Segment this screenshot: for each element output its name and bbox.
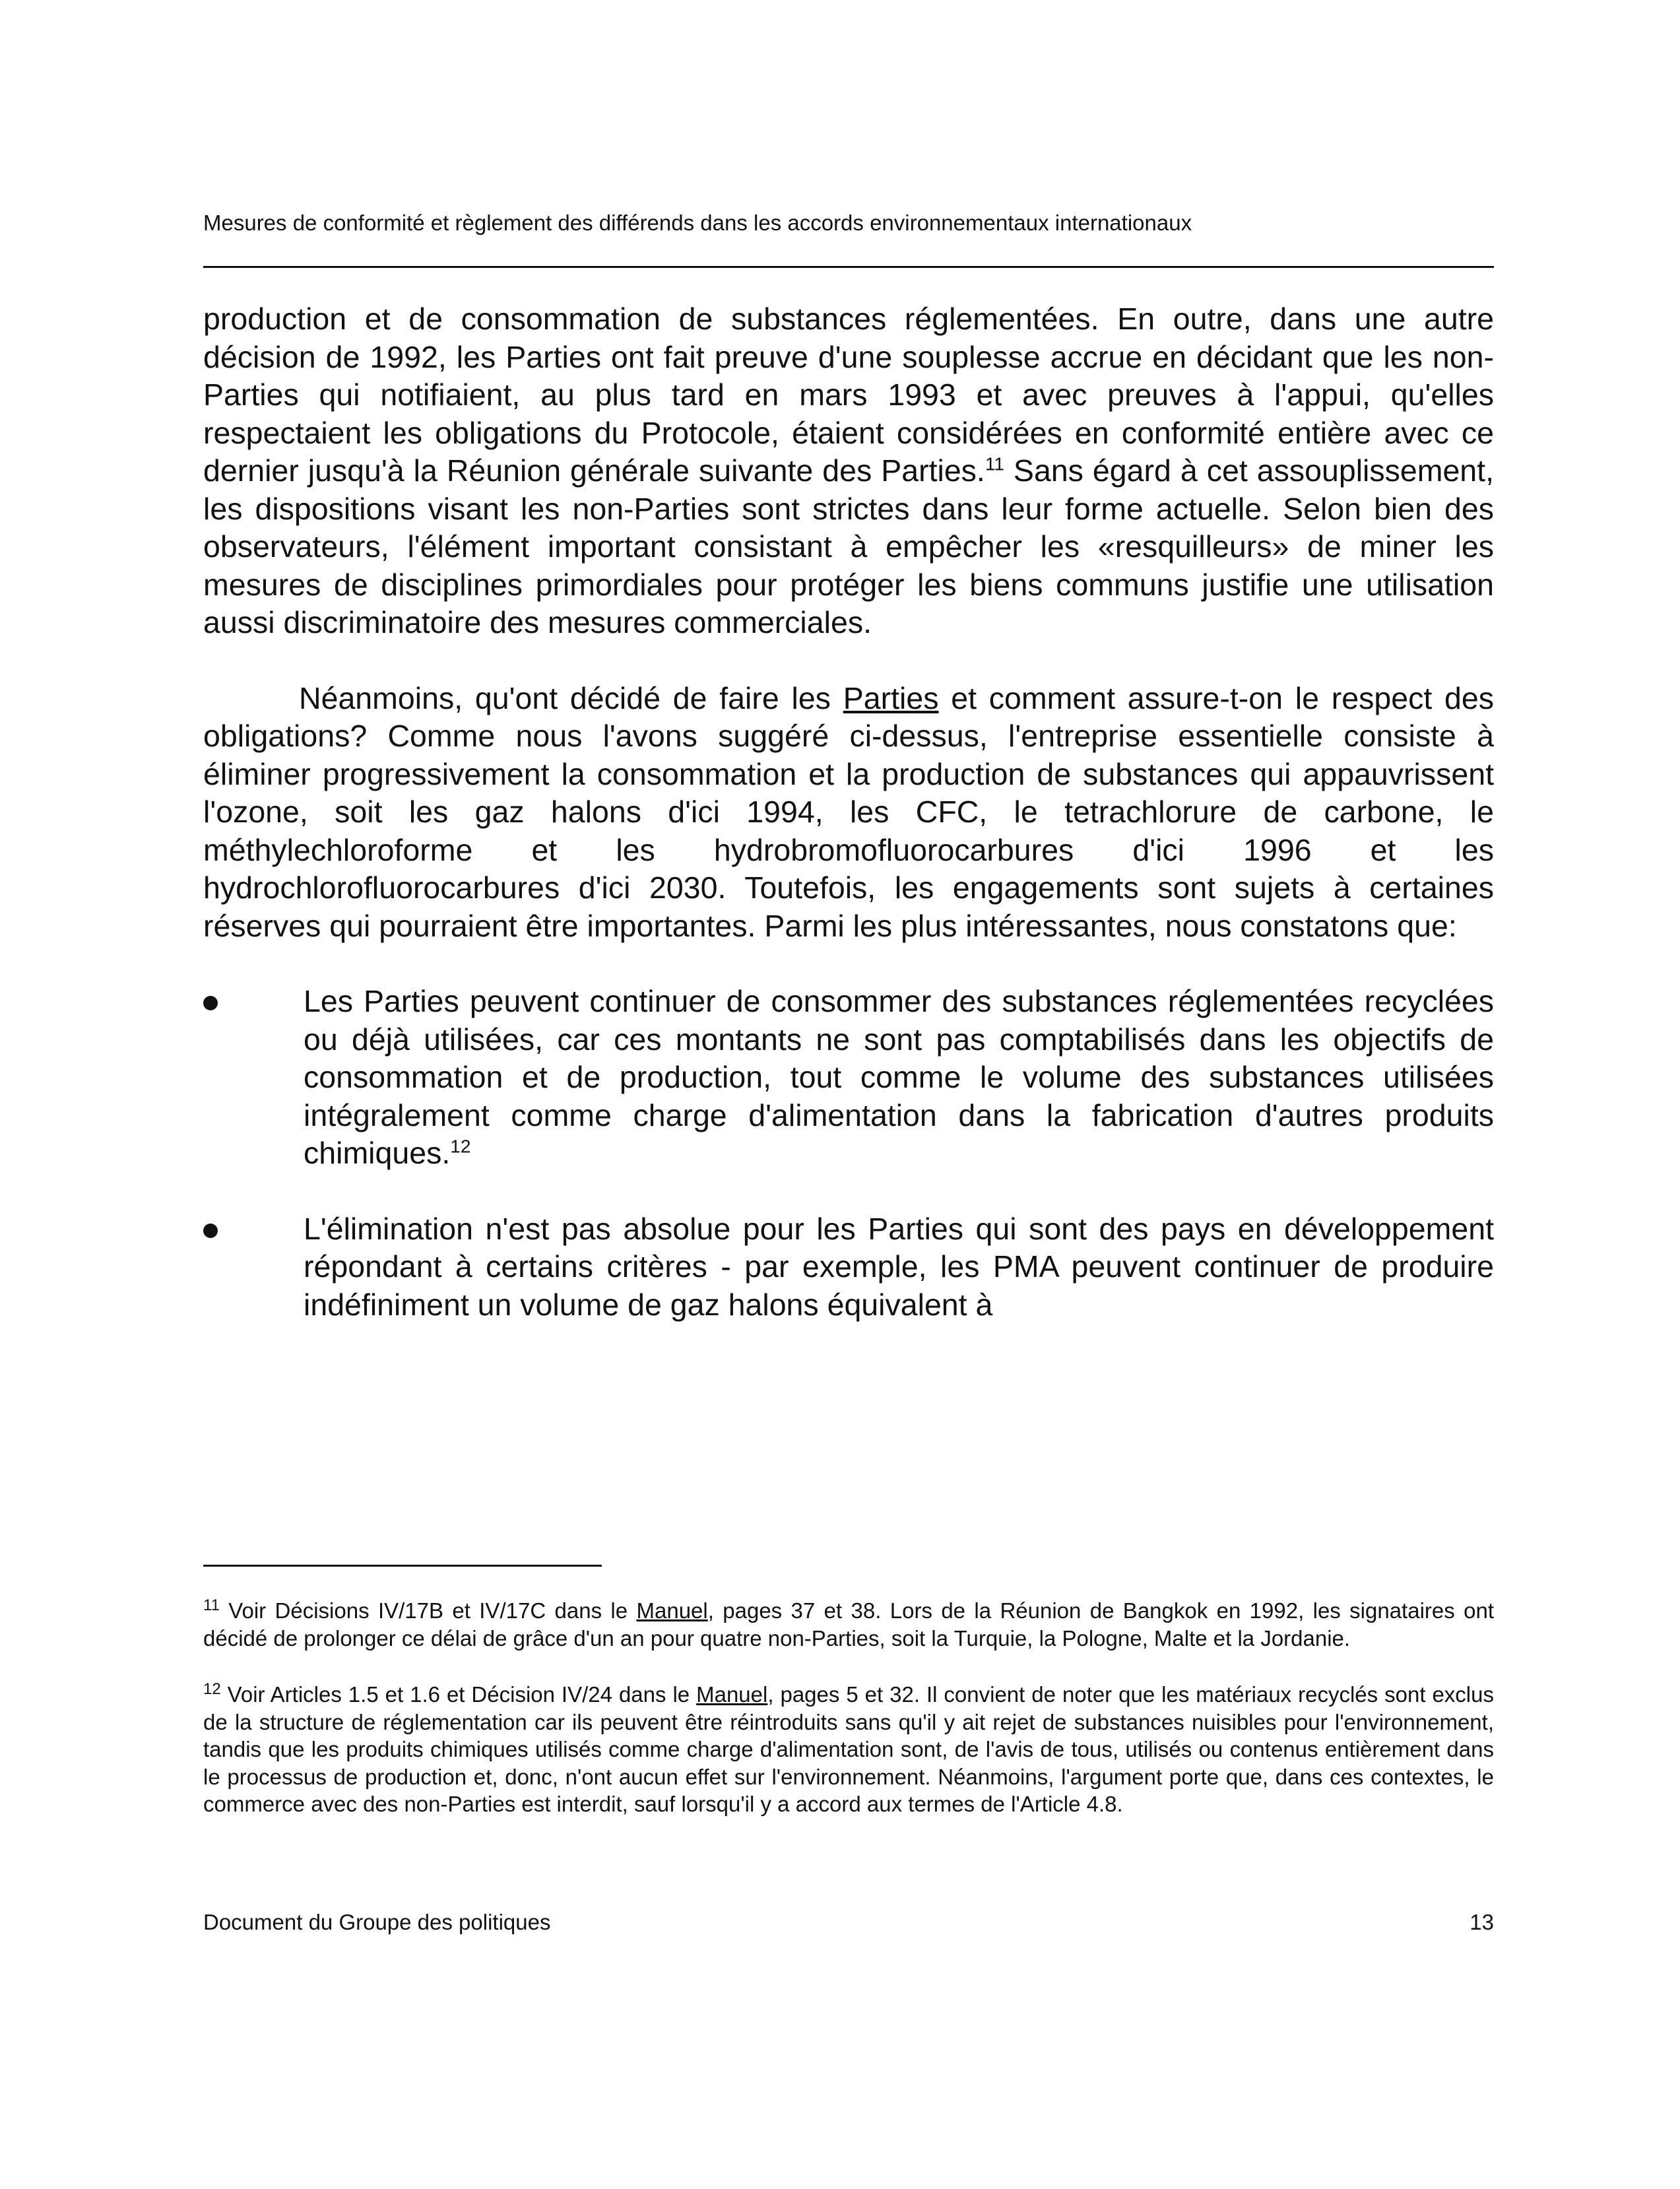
paragraph-text: Néanmoins, qu'ont décidé de faire les [299, 680, 843, 715]
bullet-item [203, 1210, 1494, 1324]
footnote [203, 1681, 1494, 1818]
paragraph-text: Sans égard à cet assouplissement, les dispositions visant les non-Parties sont strictes dans leur forme actuelle. Selon bien des observateurs, l'élément important consistant à empêcher les «resquilleurs» de miner les mesures de disciplines primordiales pour protéger les biens communs justifie une utilisation aussi discriminatoire des mesures commerciales. [203, 453, 1495, 639]
footnote-reference: 11 [985, 453, 1004, 474]
bullet-text: L'élimination n'est pas absolue pour les Parties qui sont des pays en développement répondant à certains critères - par exemple, les PMA peuvent continuer de produire indéfiniment un volume de gaz halons équivalent à [304, 1211, 1494, 1322]
paragraph-text: production et de consommation de substances réglementées. En outre, dans une autre décision de 1992, les Parties ont fait preuve d'une souplesse accrue en décidant que les non-Parties qui notifiaient, au plus tard en mars 1993 et avec preuves à l'appui, qu'elles respectaient les obligations du Protocole, étaient considérées en conformité entière avec ce dernier jusqu'à la Réunion générale suivante des Parties. [203, 302, 1494, 488]
footer-text: Document du Groupe des politiques [203, 1910, 551, 1934]
bullet-text: Les Parties peuvent continuer de consommer des substances réglementées recyclées ou déjà utilisées, car ces montants ne sont pas comptabilisés dans les objectifs de consommation et de production, tout comme le volume des substances utilisées intégralement comme charge d'alimentation dans la fabrication d'autres produits chimiques. [304, 984, 1494, 1170]
footnotes [203, 1597, 1494, 1847]
footnote [203, 1597, 1494, 1652]
footnote-rule [203, 1565, 602, 1567]
footnote-reference: 12 [450, 1136, 471, 1157]
page-number: 13 [1470, 1910, 1494, 1934]
paragraph [203, 300, 1494, 642]
footnote-text: , pages 5 et 32. Il convient de noter que les matériaux recyclés sont exclus de la structure de réglementation car ils peuvent être réintroduits sans qu'il y ait rejet de substances nuisibles pour l'environnement, tandis que les produits chimiques utilisés comme charge d'alimentation sont, de l'avis de tous, utilisés ou contenus entièrement dans le processus de production et, donc, n'ont aucun effet sur l'environnement. Néanmoins, l'argument porte que, dans ces contextes, le commerce avec des non-Parties est interdit, sauf lorsqu'il y a accord aux termes de l'Article 4.8. [203, 1682, 1494, 1816]
main-text [203, 300, 1494, 1361]
bullet-icon [203, 996, 218, 1010]
bullet-icon [203, 1224, 218, 1238]
footnote-number: 12 [203, 1680, 221, 1698]
underlined-term: Parties [843, 680, 939, 715]
running-footer [203, 1909, 1494, 1936]
footnote-number: 11 [203, 1596, 220, 1614]
underlined-term: Manuel [636, 1598, 708, 1623]
footnote-text: Voir Décisions IV/17B et IV/17C dans le [219, 1598, 637, 1623]
paragraph-text: et comment assure-t-on le respect des obligations? Comme nous l'avons suggéré ci-dessus, l'entreprise essentielle consiste à éliminer progressivement la consommation et la production de substances qui appauvrissent l'ozone, soit les gaz halons d'ici 1994, les CFC, le tetrachlorure de carbone, le méthylechloroforme et les hydrobromofluorocarbures d'ici 1996 et les hydrochlorofluorocarbures d'ici 2030. Toutefois, les engagements sont sujets à certaines réserves qui pourraient être importantes. Parmi les plus intéressantes, nous constatons que: [203, 680, 1494, 943]
paragraph [203, 680, 1494, 946]
header-rule [203, 266, 1494, 268]
underlined-term: Manuel [696, 1682, 768, 1707]
running-header: Mesures de conformité et règlement des différends dans les accords environnementaux internationaux [203, 211, 1192, 235]
footnote-text: , pages 37 et 38. Lors de la Réunion de Bangkok en 1992, les signataires ont décidé de prolonger ce délai de grâce d'un an pour quatre non-Parties, soit la Turquie, la Pologne, Malte et la Jordanie. [203, 1598, 1494, 1650]
bullet-item [203, 983, 1494, 1173]
footnote-text: Voir Articles 1.5 et 1.6 et Décision IV/24 dans le [220, 1682, 697, 1707]
